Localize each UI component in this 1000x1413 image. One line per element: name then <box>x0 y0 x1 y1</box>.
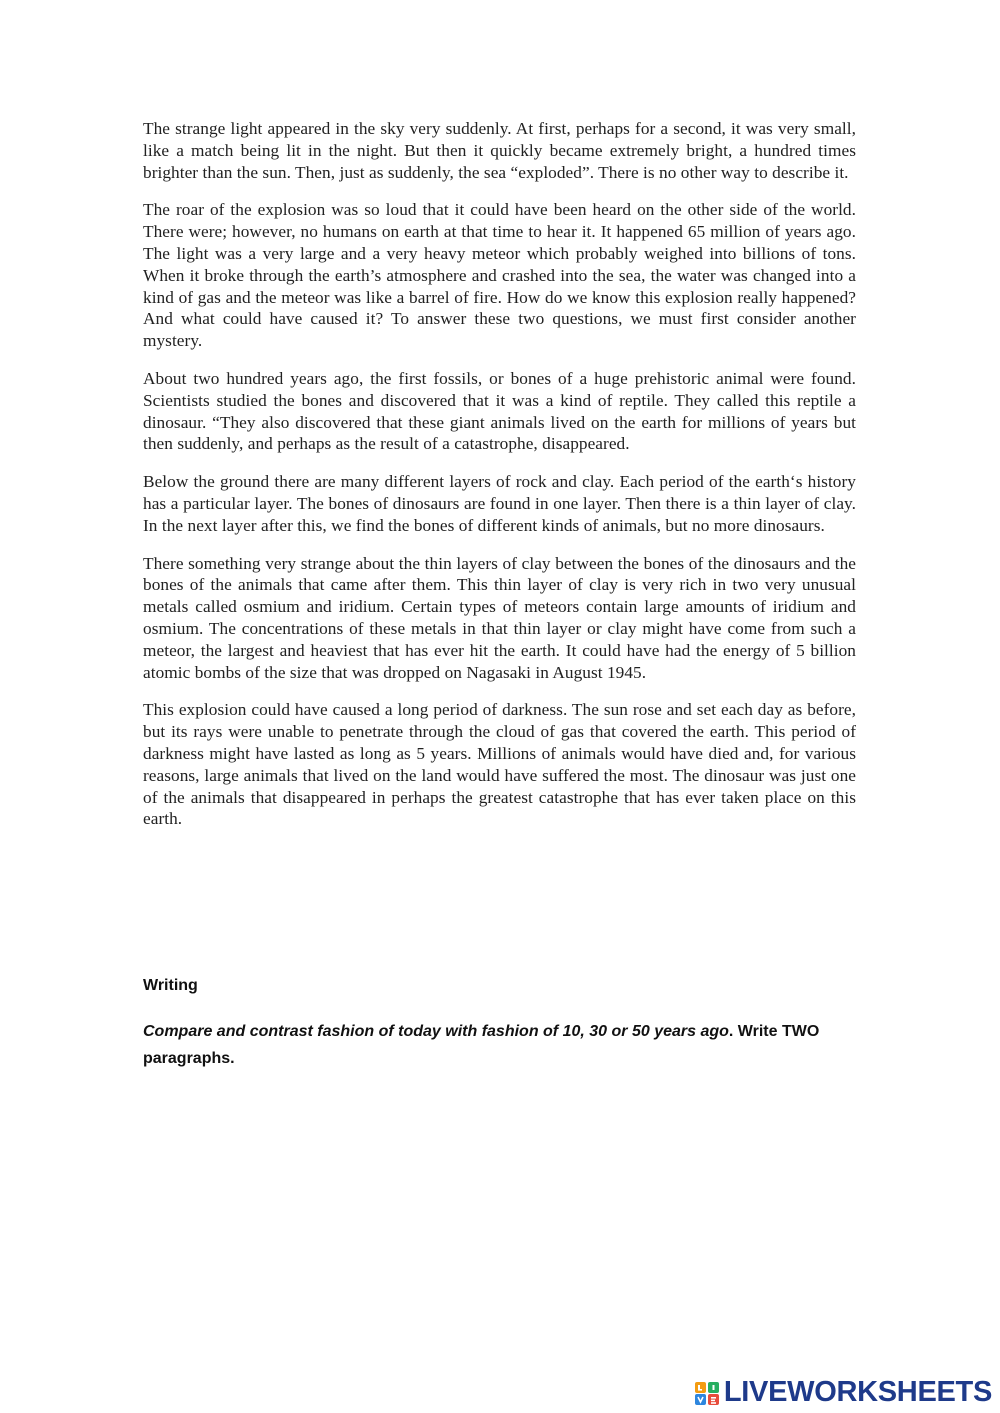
writing-prompt-rest: . Write TWO paragraphs. <box>143 1023 820 1067</box>
liveworksheets-logo-icon <box>694 1380 720 1406</box>
liveworksheets-brand[interactable] <box>694 1378 992 1407</box>
paragraph-1: The strange light appeared in the sky very suddenly. At first, perhaps for a second, it was very small, like a match being lit in the night. But then it quickly became extremely bright, a hundred times brighter than the sun. Then, just as suddenly, the sea “exploded”. There is no other way to describe it. <box>143 119 856 182</box>
writing-heading: Writing <box>143 977 198 994</box>
writing-prompt <box>143 1018 843 1072</box>
paragraph-2: The roar of the explosion was so loud that it could have been heard on the other side of the world. There were; however, no humans on earth at that time to hear it. It happened 65 million of years ago. The light was a very large and a very heavy meteor which probably weighed into billions of tons. When it broke through the earth’s atmosphere and crashed into the sea, the water was changed into a kind of gas and the meteor was like a barrel of fire. How do we know this explosion really happened? And what could have caused it? To answer these two questions, we must first consider another mystery. <box>143 200 856 351</box>
paragraph-5: There something very strange about the thin layers of clay between the bones of the dinosaurs and the bones of the animals that came after them. This thin layer of clay is very rich in two very unusual metals called osmium and iridium. Certain types of meteors contain large amounts of iridium and osmium. The concentrations of these metals in that thin layer or clay might have come from such a meteor, the largest and heaviest that has ever hit the earth. It could have had the energy of 5 billion atomic bombs of the size that was dropped on Nagasaki in August 1945. <box>143 553 856 682</box>
paragraph-3: About two hundred years ago, the first fossils, or bones of a huge prehistoric animal were found. Scientists studied the bones and discovered that it was a kind of reptile. They called this reptile a dinosaur. “They also discovered that these giant animals lived on the earth for millions of years but then suddenly, and perhaps as the result of a catastrophe, disappeared. <box>143 368 856 454</box>
paragraph-4: Below the ground there are many different layers of rock and clay. Each period of the earth‘s history has a particular layer. The bones of dinosaurs are found in one layer. Then there is a thin layer of clay. In the next layer after this, we find the bones of different kinds of animals, but no more dinosaurs. <box>143 472 856 535</box>
paragraph-6: This explosion could have caused a long period of darkness. The sun rose and set each day as before, but its rays were unable to penetrate through the cloud of gas that covered the earth. This period of darkness might have lasted as long as 5 years. Millions of animals would have died and, for various reasons, large animals that lived on the land would have suffered the most. The dinosaur was just one of the animals that disappeared in perhaps the greatest catastrophe that has ever taken place on this earth. <box>143 700 856 829</box>
brand-text: LIVEWORKSHEETS <box>723 1376 992 1408</box>
reading-text <box>143 118 856 846</box>
writing-prompt-italic: Compare and contrast fashion of today with fashion of 10, 30 or 50 years ago <box>143 1023 729 1040</box>
